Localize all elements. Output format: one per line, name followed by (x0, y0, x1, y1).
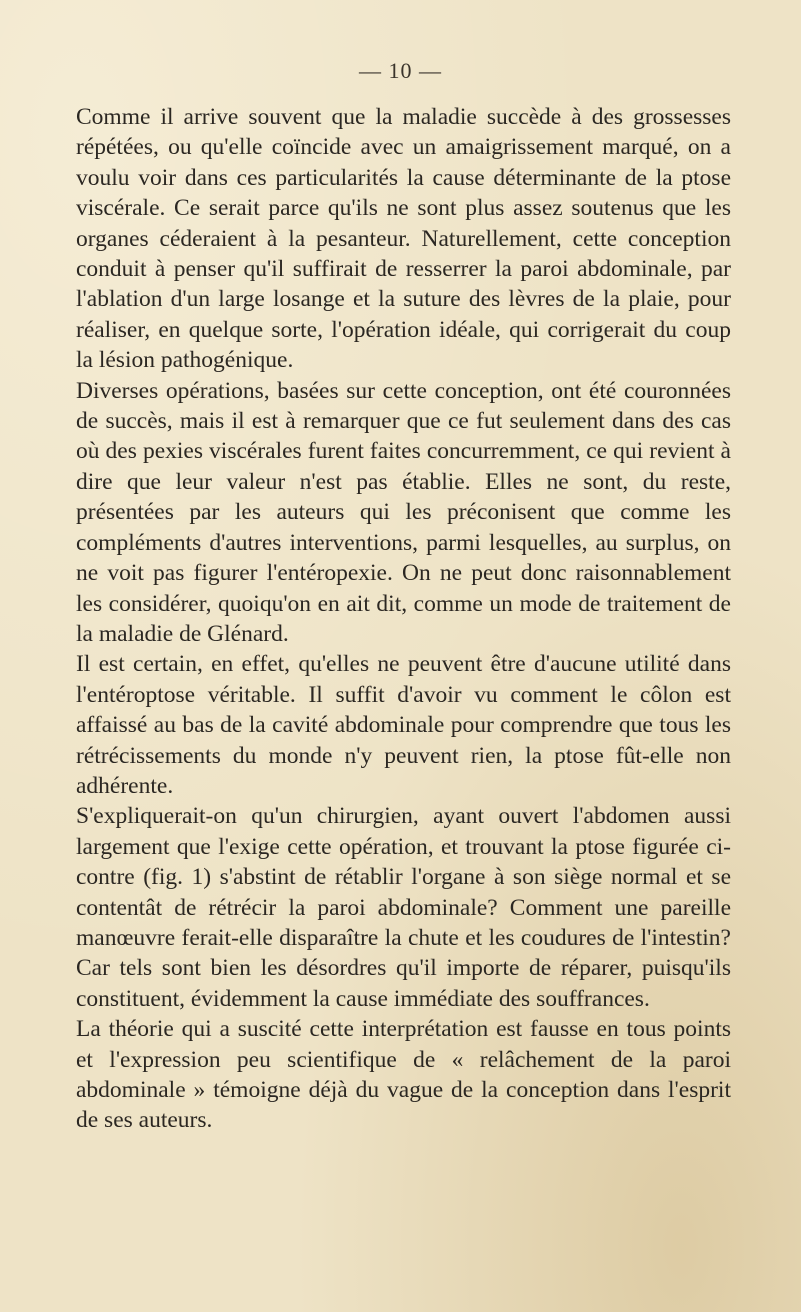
paragraph-5: La théorie qui a suscité cette interprétation est fausse en tous points et l'expression peu scientifique de « relâchement de la paroi abdominale » témoigne déjà du vague de la conception dans l'esprit de ses auteurs. (76, 1016, 731, 1134)
paragraph-3: Il est certain, en effet, qu'elles ne peuvent être d'aucune utilité dans l'entéroptose véritable. Il suffit d'avoir vu comment le côlon est affaissé au bas de la cavité abdominale pour comprendre que tous les rétrécissements du monde n'y peuvent rien, la ptose fût-elle non adhérente. (76, 651, 731, 799)
paragraph-4: S'expliquerait-on qu'un chirurgien, ayant ouvert l'abdomen aussi largement que l'exige cette opération, et trouvant la ptose figurée ci-contre (fig. 1) s'abstint de rétablir l'organe à son siège normal et se contentât de rétrécir la paroi abdominale? Comment une pareille manœuvre ferait-elle disparaître la chute et les coudures de l'intestin? Car tels sont bien les désordres qu'il importe de réparer, puisqu'ils constituent, évidemment la cause immédiate des souffrances. (76, 803, 731, 1012)
body-text (76, 102, 731, 1136)
paragraph-1: Comme il arrive souvent que la maladie succède à des grossesses répétées, ou qu'elle coïncide avec un amaigrissement marqué, on a voulu voir dans ces particularités la cause déterminante de la ptose viscérale. Ce serait parce qu'ils ne sont plus assez soutenus que les organes céderaient à la pesanteur. Naturellement, cette conception conduit à penser qu'il suffirait de resserrer la paroi abdominale, par l'ablation d'un large losange et la suture des lèvres de la plaie, pour réaliser, en quelque sorte, l'opération idéale, qui corrigerait du coup la lésion pathogénique. (76, 104, 731, 374)
page-number: — 10 — (359, 58, 442, 83)
paragraph-2: Diverses opérations, basées sur cette conception, ont été couronnées de succès, mais il est à remarquer que ce fut seulement dans des cas où des pexies viscérales furent faites concurremment, ce qui revient à dire que leur valeur n'est pas établie. Elles ne sont, du reste, présentées par les auteurs qui les préconisent que comme les compléments d'autres interventions, parmi lesquelles, au surplus, on ne voit pas figurer l'entéropexie. On ne peut donc raisonnablement les considérer, quoiqu'on en ait dit, comme un mode de traitement de la maladie de Glénard. (76, 377, 731, 647)
